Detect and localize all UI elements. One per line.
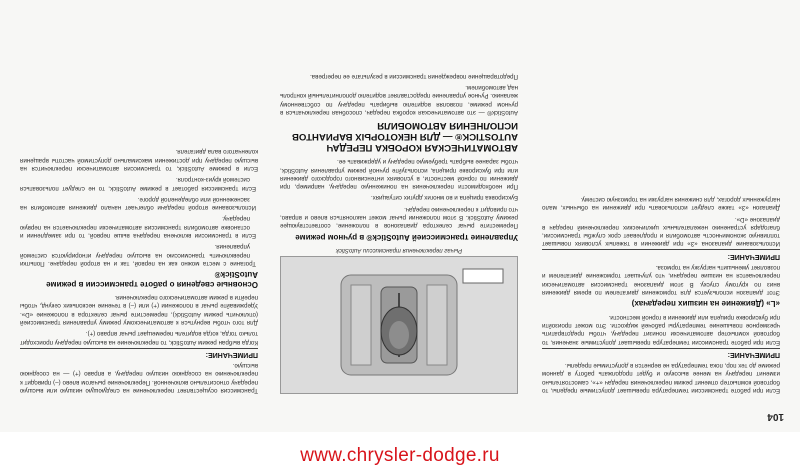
text-column-1 <box>542 6 780 394</box>
section-heading: Основные сведения о работе трансмиссии в режиме AutoStick® <box>46 270 258 289</box>
paragraph: Если в режиме AutoStick, то трансмиссия автоматически переключится на высшую передачу при достижении максимально допустимой частоты вращения коленчатого вала двигателя. <box>20 148 258 172</box>
note-heading: ПРИМЕЧАНИЕ: <box>20 348 258 358</box>
paragraph: Этот диапазон используется для торможения двигателем по время движения вниз по крутому спуску. В этом диапазоне трансмиссия автоматически переключается на низшие передачи, что улучшает торможение двигателем и позволяет уменьшить нагрузку на тормоза. <box>542 264 780 296</box>
page-number: 104 <box>767 411 784 422</box>
footer <box>0 436 800 476</box>
paragraph: Диапазон «3» также следует использовать при движении на обычных, мало нагруженных дорогах, для снижения нагрузки на тормозную систему. <box>542 195 780 212</box>
section-heading: «L» (Движение на низших передачах) <box>631 299 780 309</box>
chapter-heading: АВТОМАТИЧЕСКАЯ КОРОБКА ПЕРЕДАЧ AUTOSTICK® — ДЛЯ НЕКОТОРЫХ ВАРИАНТОВ ИСПОЛНЕНИЯ АВТОМОБИЛЯ <box>291 119 518 153</box>
gear-shifter-photo <box>280 256 518 394</box>
note-heading: ПРИМЕЧАНИЕ: <box>542 348 780 358</box>
shifter-illustration <box>281 257 517 393</box>
bullet-item: Если в трансмиссии включена передача выше первой, то при замедлении и остановке автомобиля трансмиссия автоматически переключается на первую передачу. <box>20 215 256 240</box>
paragraph: AutoStick® — это автоматическая коробка передач, способная переключаться в ручном режиме, позволяя водителю выбирать передачу по собственному желанию. Ручное управление предоставляет водителю дополнительный контроль над автомобилем. <box>280 84 518 116</box>
note-heading: ПРИМЕЧАНИЕ: <box>542 249 780 259</box>
paragraph: Трансмиссия осуществляет переключение на следующую низшую или высшую передачу относительно включенной. Переключение рычагом влево (–) приводит к переключению на соседнюю низшую передачу, а вправо (+) — на соседнюю высшую. <box>20 362 258 394</box>
paragraph: Использование диапазона «3» при движении в тяжелых условиях повышает топливную экономичность автомобиля и продлевает срок службы трансмиссии, благодаря устранению нежелательных циклических переключений передач в диапазоне «D». <box>542 215 780 248</box>
text-column-2 <box>280 6 518 394</box>
text-column-3 <box>20 6 258 394</box>
paragraph: При необходимости переключения на пониженную передачу, например, при движении по горной местности, в условиях интенсивного городского движения или при буксировке прицепа, используйте ручной режим управления AutoStick, чтобы заранее выбрать требуемую передачу и удерживать ее. <box>280 158 518 191</box>
paragraph: Если при работе трансмиссии температура превышает допустимые пределы, то бортовой компьютер отменит режим переключения передач «+», самостоятельно изменит передачу на менее высокую и будет продолжать работу в данном режиме до тех пор, пока температура не вернется в допустимые пределы. <box>542 362 780 394</box>
paragraph: Когда выбран режим AutoStick, то переключение на высшую передачу происходит только тогда, когда водитель перемещает рычаг вправо (+). <box>20 330 258 346</box>
bullet-item: Использование второй передачи облегчает начало движения автомобиля на заснеженной или обледенелой дороге. <box>20 195 256 212</box>
figure-caption: Рычаг переключения трансмиссии AutoStick <box>335 247 463 253</box>
section-heading: Управление трансмиссией AutoStick® в ручном режиме <box>295 232 518 242</box>
bullet-item: Трогание с места можно как на первой, так и на второй передаче. Попытки перевключить трансмиссию на высшую передачу игнорируются системой управления. <box>20 243 256 267</box>
paragraph: Буксировка прицепа и во многих других ситуациях. <box>370 194 518 202</box>
paragraph: Если при работе трансмиссии температура превышает допустимые значения, то бортовой компьютер автоматически понизит передачу, чтобы предотвратить чрезмерное повышение температуры рабочей жидкости. Это может произойти при буксировке прицепа или движении в горной местности. <box>542 313 780 346</box>
bullet-item: Если трансмиссия работает в режиме AutoStick, то не следует пользоваться системой круиз-контроля. <box>20 176 256 192</box>
paragraph: Переместите рычаг селектора диапазонов в положение, соответствующее режиму AutoStick. В этом положении рычаг может наклоняться влево и вправо, что приводит к переключению передач. <box>280 205 518 230</box>
paragraph: Предотвращение повреждения трансмиссии в результате ее перегрева. <box>309 72 518 80</box>
site-url-link[interactable]: www.chrysler-dodge.ru <box>300 445 500 466</box>
figure <box>280 246 518 394</box>
paragraph: Для того чтобы вернуться к автоматическому режиму управления трансмиссией (отключить режим AutoStick), переместите рычаг селектора в положение «D». Удерживайте рычаг в положении (+) или (–) в течение нескольких секунд, чтобы перейти в режим автоматического переключения. <box>20 294 258 326</box>
